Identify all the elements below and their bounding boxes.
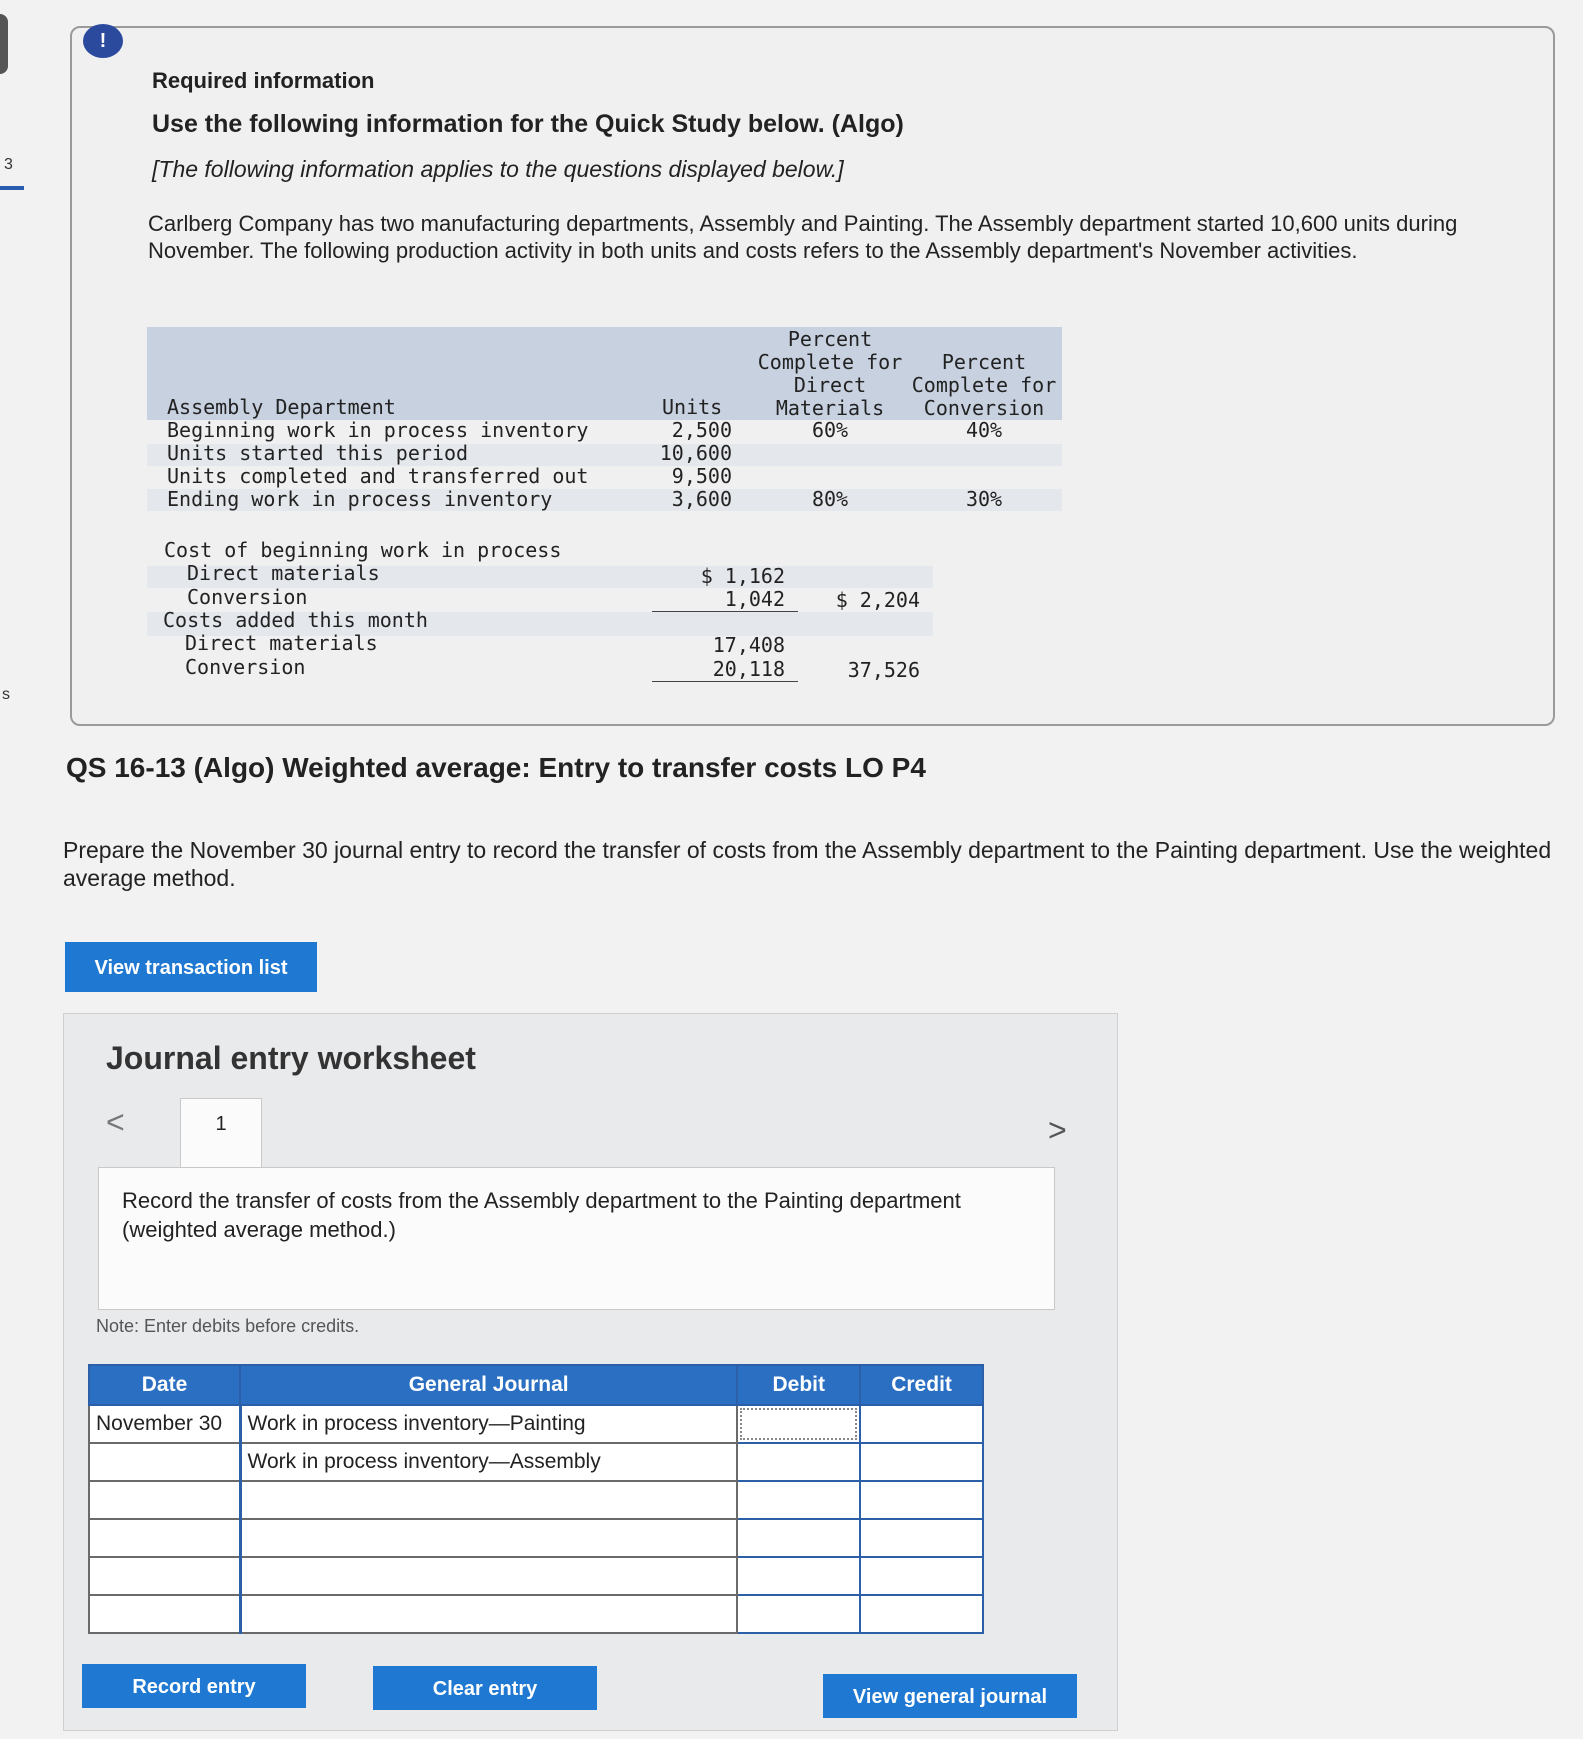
journal-credit-input[interactable] <box>860 1557 983 1595</box>
margin-letter: s <box>2 686 10 703</box>
units-row-units: 10,600 <box>659 441 732 465</box>
required-info-intro: Carlberg Company has two manufacturing departments, Assembly and Painting. The Assembly department started 10,600 units during November. The following production activity in both units and costs refers to the Assembly department's November activities. <box>148 211 1458 263</box>
journal-debit-input[interactable] <box>737 1519 860 1557</box>
col-header-debit: Debit <box>737 1365 860 1405</box>
costs-row-amount: 20,118 <box>712 657 785 681</box>
costs-row-label: Direct materials <box>187 561 380 585</box>
journal-credit-input[interactable] <box>860 1443 983 1481</box>
units-row-units: 3,600 <box>671 487 732 511</box>
costs-row-label: Conversion <box>185 655 306 679</box>
journal-account-cell[interactable] <box>240 1557 737 1595</box>
worksheet-instruction: Record the transfer of costs from the Assembly department to the Painting department (weighted average method.) <box>122 1188 961 1242</box>
col-header-units: Units <box>662 395 723 419</box>
journal-account-cell[interactable] <box>240 1595 737 1633</box>
table-row <box>89 1557 983 1595</box>
costs-row-amount: 1,042 <box>724 587 785 611</box>
col-header-credit: Credit <box>860 1365 983 1405</box>
costs-row-label: Conversion <box>187 585 308 609</box>
table-row <box>89 1595 983 1633</box>
table-row <box>89 1405 983 1443</box>
margin-current-marker <box>0 186 24 190</box>
units-row-conv: 40% <box>965 418 1003 442</box>
journal-debit-input[interactable] <box>737 1595 860 1633</box>
costs-row-amount: $ 1,162 <box>700 564 785 588</box>
table-row <box>89 1443 983 1481</box>
journal-date-cell[interactable] <box>89 1557 240 1595</box>
question-prompt: Prepare the November 30 journal entry to record the transfer of costs from the Assembly department to the Painting department. Use the weighted average method. <box>63 837 1552 891</box>
general-journal-table <box>88 1364 984 1634</box>
journal-date-cell[interactable]: November 30 <box>89 1405 240 1443</box>
journal-credit-input[interactable] <box>860 1481 983 1519</box>
required-info-title: Required information <box>152 68 375 93</box>
col-header-account: General Journal <box>240 1365 737 1405</box>
col-header-dm: Percent Complete for Direct Materials <box>757 327 903 420</box>
left-margin <box>0 0 40 760</box>
journal-credit-input[interactable] <box>860 1405 983 1443</box>
journal-date-cell[interactable] <box>89 1519 240 1557</box>
margin-question-number: 3 <box>4 156 13 173</box>
subtotal-underline <box>652 681 798 682</box>
worksheet-note: Note: Enter debits before credits. <box>96 1316 360 1336</box>
required-info-heading: Use the following information for the Quick Study below. (Algo) <box>152 110 904 138</box>
units-row-conv: 30% <box>965 487 1003 511</box>
worksheet-title: Journal entry worksheet <box>106 1040 476 1076</box>
journal-date-cell[interactable] <box>89 1443 240 1481</box>
journal-debit-input[interactable] <box>737 1443 860 1481</box>
costs-added-label: Costs added this month <box>163 608 428 632</box>
clear-entry-button[interactable]: Clear entry <box>373 1666 597 1710</box>
journal-account-cell[interactable] <box>240 1481 737 1519</box>
journal-date-cell[interactable] <box>89 1481 240 1519</box>
chevron-left-icon[interactable]: < <box>106 1104 125 1140</box>
table-row <box>89 1481 983 1519</box>
units-row-label: Ending work in process inventory <box>167 487 553 511</box>
units-row-label: Units completed and transferred out <box>167 464 589 488</box>
chevron-right-icon[interactable]: > <box>1048 1112 1067 1148</box>
costs-beginning-label: Cost of beginning work in process <box>164 538 562 562</box>
costs-row-amount: 17,408 <box>712 633 785 657</box>
margin-nav-indicator <box>0 14 8 74</box>
units-row-dm: 80% <box>811 487 849 511</box>
units-row-units: 9,500 <box>671 464 732 488</box>
journal-account-cell[interactable]: Work in process inventory—Painting <box>240 1405 737 1443</box>
journal-credit-input[interactable] <box>860 1595 983 1633</box>
journal-debit-input[interactable] <box>737 1405 860 1443</box>
col-header-dept: Assembly Department <box>167 395 396 419</box>
table-row <box>89 1519 983 1557</box>
units-row-label: Units started this period <box>167 441 469 465</box>
costs-row-label: Direct materials <box>185 631 378 655</box>
alert-icon: ! <box>83 24 123 58</box>
units-row-units: 2,500 <box>671 418 732 442</box>
subtotal-underline <box>652 611 798 612</box>
journal-credit-input[interactable] <box>860 1519 983 1557</box>
question-title: QS 16-13 (Algo) Weighted average: Entry to transfer costs LO P4 <box>66 752 926 783</box>
journal-debit-input[interactable] <box>737 1481 860 1519</box>
units-row-dm: 60% <box>811 418 849 442</box>
worksheet-tab-1[interactable]: 1 <box>180 1098 262 1168</box>
col-header-conv: Percent Complete for Conversion <box>911 350 1057 420</box>
costs-row-total: 37,526 <box>847 658 920 682</box>
costs-row-total: $ 2,204 <box>835 588 920 612</box>
journal-account-cell[interactable] <box>240 1519 737 1557</box>
view-transaction-list-button[interactable]: View transaction list <box>65 942 317 992</box>
view-general-journal-button[interactable]: View general journal <box>823 1674 1077 1718</box>
journal-debit-input[interactable] <box>737 1557 860 1595</box>
journal-account-cell[interactable]: Work in process inventory—Assembly <box>240 1443 737 1481</box>
required-info-applies: [The following information applies to the questions displayed below.] <box>152 156 844 182</box>
units-row-label: Beginning work in process inventory <box>167 418 589 442</box>
journal-date-cell[interactable] <box>89 1595 240 1633</box>
record-entry-button[interactable]: Record entry <box>82 1664 306 1708</box>
col-header-date: Date <box>89 1365 240 1405</box>
